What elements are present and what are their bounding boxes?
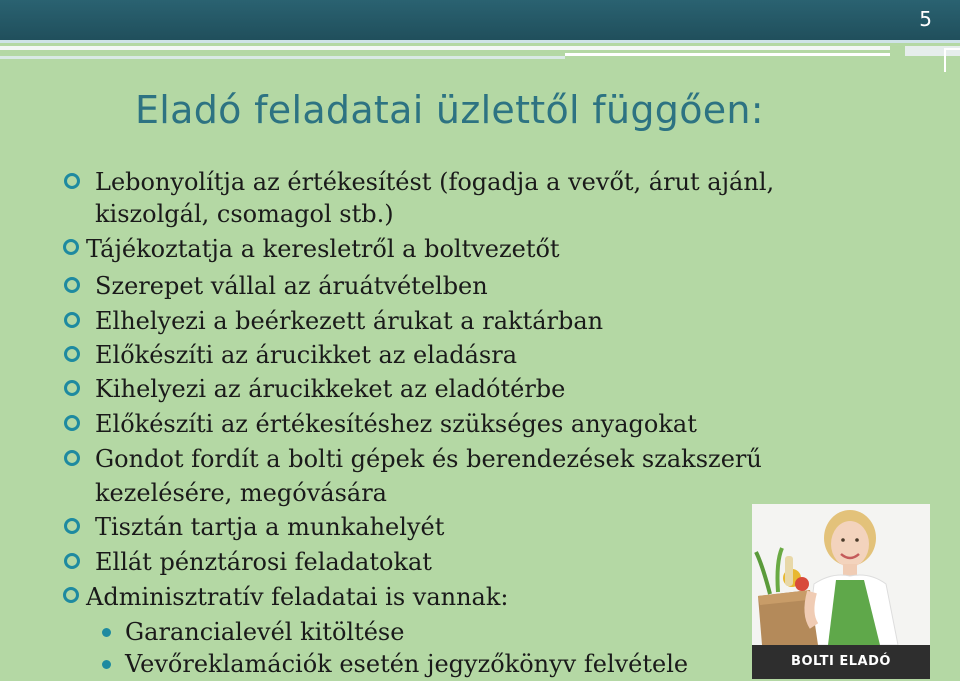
list-item: Előkészíti az árucikket az eladásra	[95, 341, 518, 369]
sub-list-item: Garancialevél kitöltése	[125, 618, 405, 646]
list-item: Elhelyezi a beérkezett árukat a raktárban	[95, 307, 604, 335]
bullet-ring-icon	[64, 277, 80, 293]
list-item: Tisztán tartja a munkahelyét	[95, 513, 445, 541]
bullet-ring-icon	[64, 312, 80, 328]
bullet-ring-icon	[64, 518, 80, 534]
bullet-ring-icon	[63, 239, 79, 255]
bullet-ring-icon	[64, 450, 80, 466]
shop-assistant-illustration	[752, 504, 930, 645]
header-stripe	[0, 46, 890, 50]
photo-caption: BOLTI ELADÓ	[752, 645, 930, 679]
corner-decoration	[946, 48, 960, 50]
bullet-ring-icon	[64, 173, 80, 189]
list-item: Kihelyezi az árucikkeket az eladótérbe	[95, 375, 566, 403]
list-item-continuation: kezelésére, megóvására	[95, 479, 387, 507]
sub-list-item: Vevőreklamációk esetén jegyzőkönyv felvétele	[125, 650, 689, 678]
top-bar	[0, 0, 960, 40]
list-item: Lebonyolítja az értékesítést (fogadja a vevőt, árut ajánl,	[95, 168, 775, 196]
sub-bullet-dot-icon	[102, 628, 111, 637]
list-item: Tájékoztatja a keresletről a boltvezetőt	[86, 235, 560, 263]
bullet-ring-icon	[64, 380, 80, 396]
bullet-ring-icon	[64, 553, 80, 569]
header-stripe	[565, 53, 890, 56]
list-item: Előkészíti az értékesítéshez szükséges anyagokat	[95, 410, 697, 438]
bullet-ring-icon	[64, 415, 80, 431]
list-item: Gondot fordít a bolti gépek és berendezések szakszerű	[95, 445, 762, 473]
header-stripe	[0, 56, 565, 59]
list-item: Ellát pénztárosi feladatokat	[95, 548, 432, 576]
corner-decoration	[944, 48, 946, 72]
page-title: Eladó feladatai üzlettől függően:	[135, 88, 764, 132]
page-number: 5	[919, 7, 932, 31]
list-item-continuation: kiszolgál, csomagol stb.)	[95, 200, 394, 228]
bullet-ring-icon	[63, 587, 79, 603]
shop-assistant-photo	[752, 504, 930, 679]
header-stripe	[0, 40, 960, 43]
bullet-ring-icon	[64, 346, 80, 362]
list-item: Adminisztratív feladatai is vannak:	[86, 583, 509, 611]
list-item: Szerepet vállal az áruátvételben	[95, 272, 488, 300]
sub-bullet-dot-icon	[102, 660, 111, 669]
